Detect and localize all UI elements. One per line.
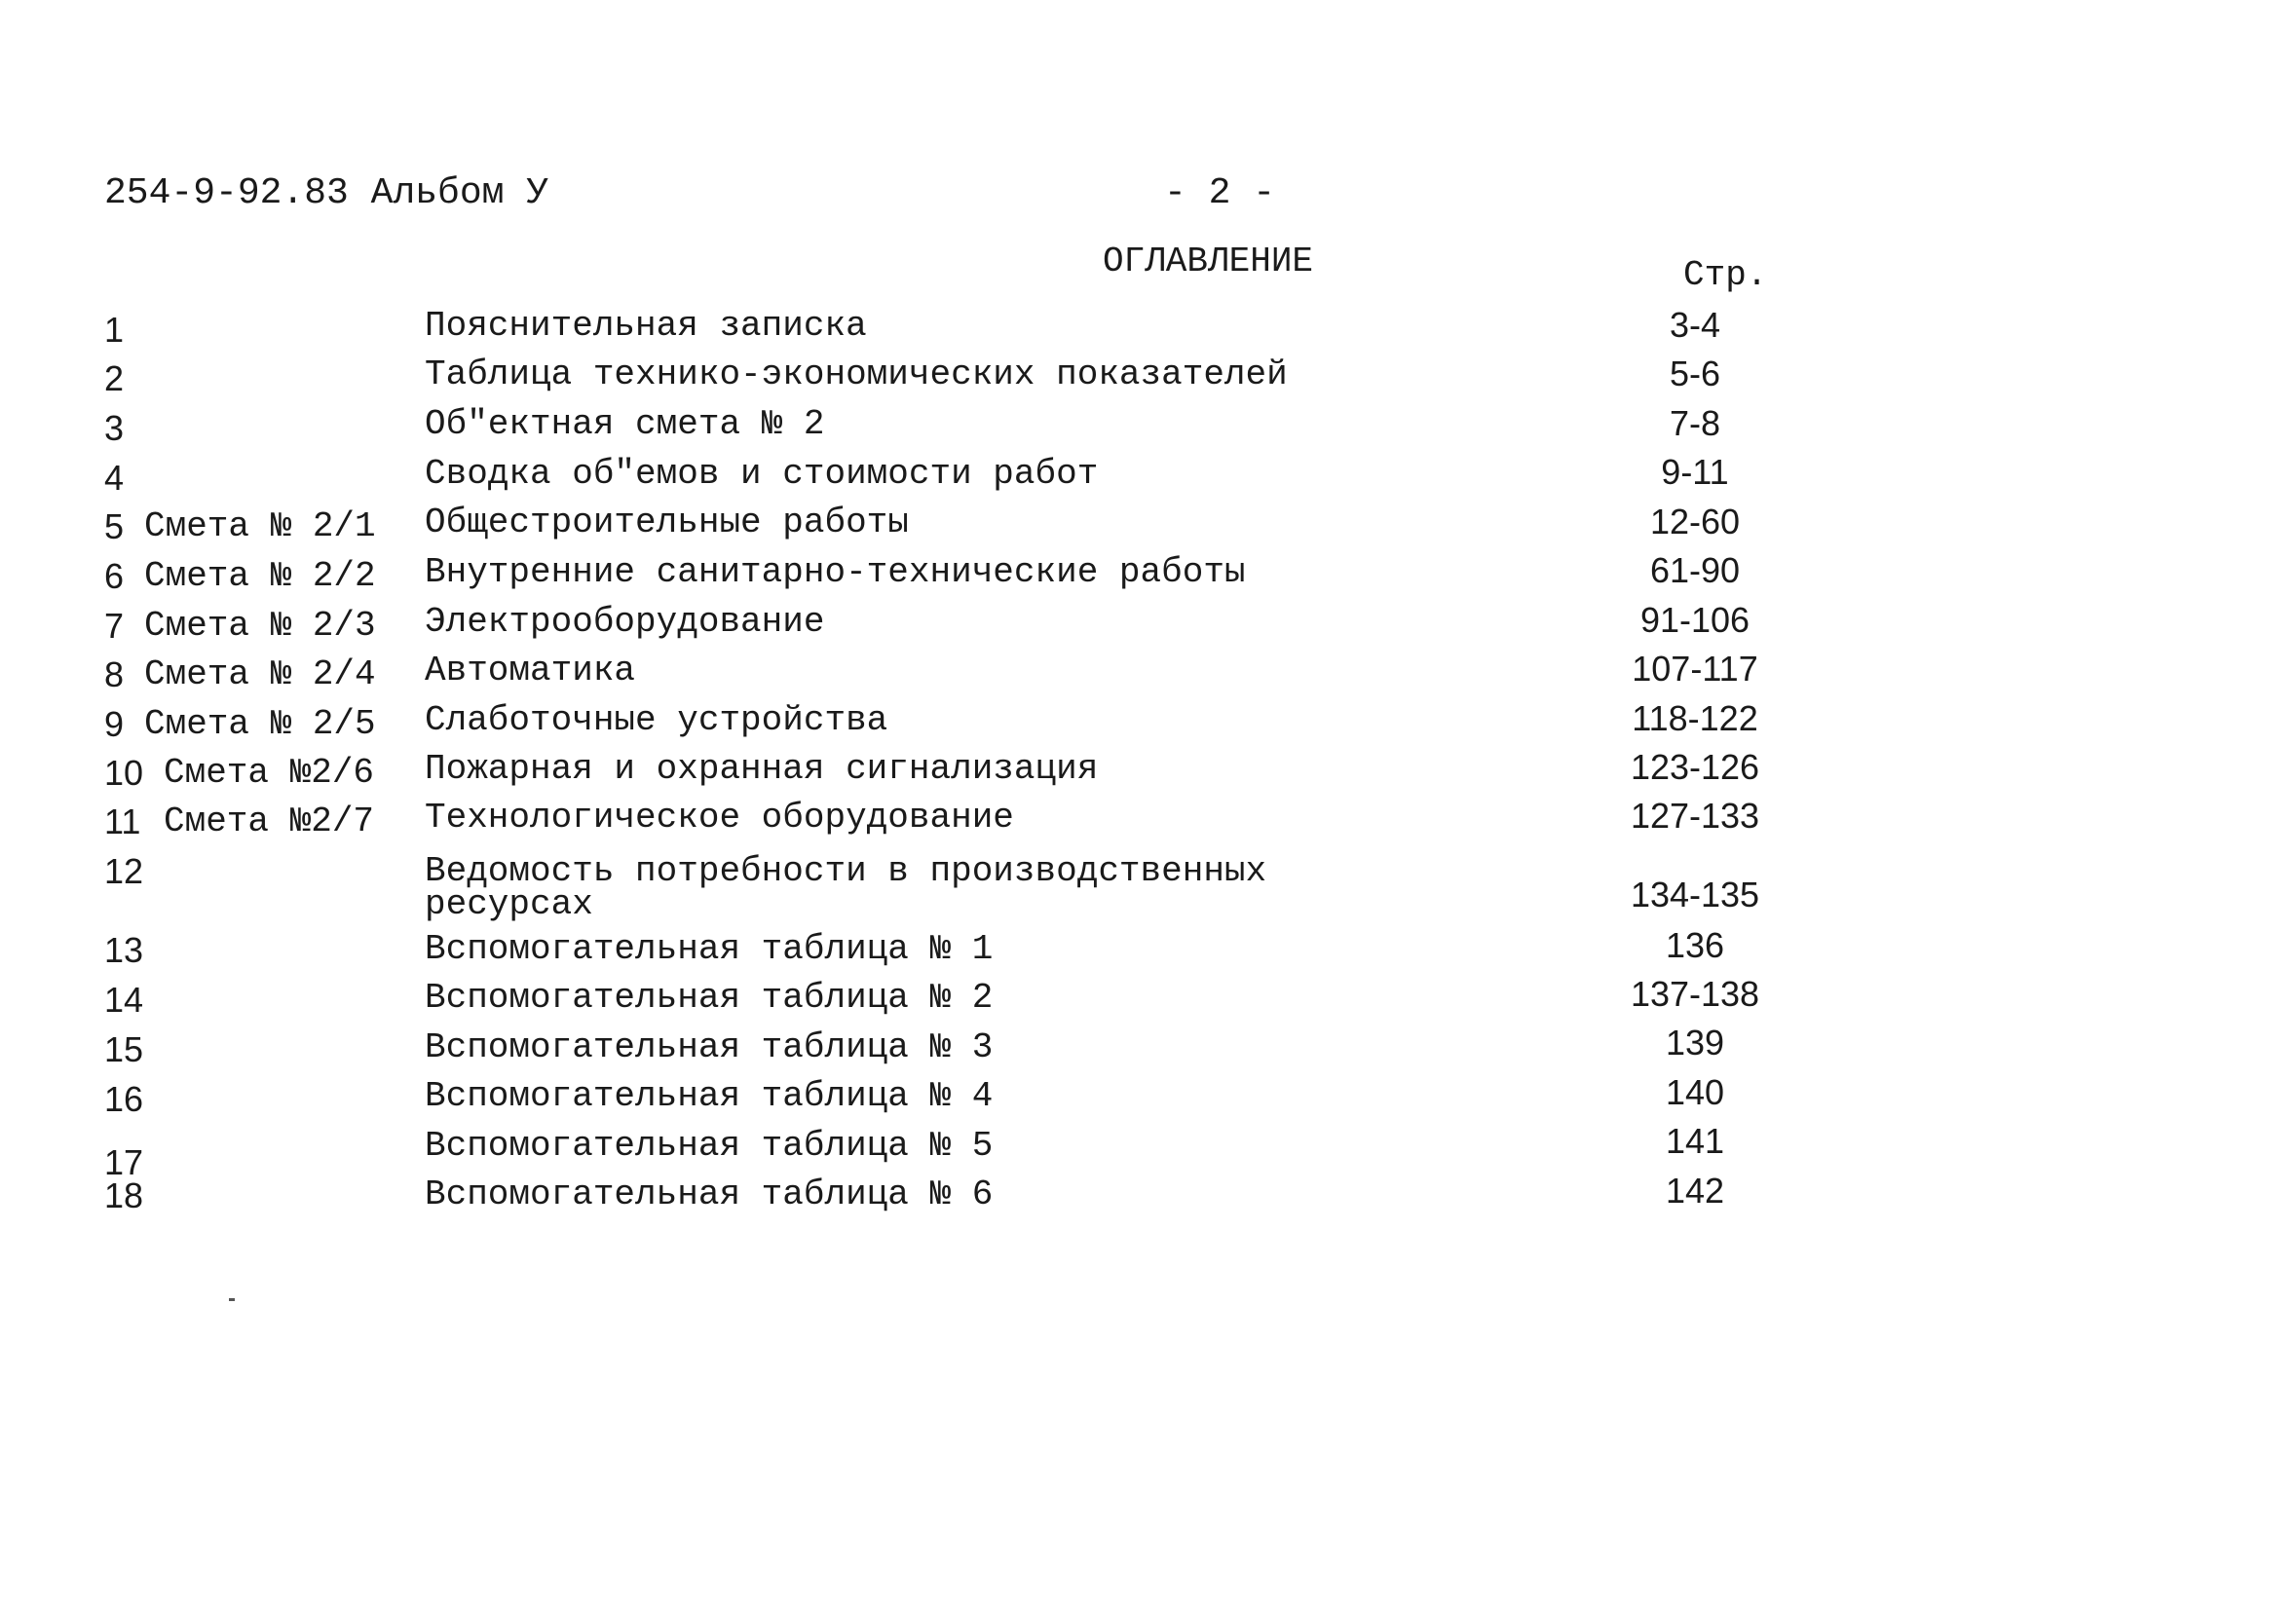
toc-item-number: 15 — [104, 1029, 144, 1069]
toc-item-pages: 127-133 — [1630, 796, 1760, 836]
toc-item-estimate: Смета № 2/3 — [144, 606, 376, 646]
toc-item-number: 9 — [104, 704, 125, 744]
toc-item-title: Технологическое оборудование — [425, 798, 1014, 838]
toc-item-pages: 61-90 — [1649, 550, 1741, 590]
toc-item-title: Пожарная и охранная сигнализация — [425, 749, 1099, 789]
toc-item-estimate: Смета № 2/4 — [144, 654, 376, 694]
document-code: 254-9-92.83 Альбом У — [104, 172, 549, 214]
toc-item-pages: 140 — [1665, 1072, 1725, 1112]
toc-item-title: Об"ектная смета № 2 — [425, 404, 825, 444]
toc-item-pages: 5-6 — [1669, 354, 1721, 393]
toc-item-number: 16 — [104, 1079, 144, 1119]
toc-item-title: Автоматика — [425, 651, 636, 690]
toc-item-estimate: Смета № 2/1 — [144, 506, 376, 546]
toc-item-title: Ведомость потребности в производственных — [425, 851, 1267, 891]
toc-item-number: 13 — [104, 930, 144, 970]
toc-item-number: 11 — [104, 802, 141, 841]
toc-item-pages: 123-126 — [1630, 747, 1760, 787]
toc-item-number: 5 — [104, 506, 125, 546]
toc-item-pages: 7-8 — [1669, 403, 1721, 443]
toc-item-title-continued: ресурсах — [425, 884, 593, 924]
toc-item-pages: 91-106 — [1639, 600, 1750, 640]
toc-item-pages: 134-135 — [1630, 875, 1760, 914]
toc-item-title: Вспомогательная таблица № 4 — [425, 1076, 994, 1116]
toc-item-number: 1 — [104, 310, 125, 350]
toc-item-estimate: Смета №2/7 — [164, 802, 375, 841]
toc-item-number: 14 — [104, 980, 144, 1020]
toc-item-pages: 12-60 — [1649, 502, 1741, 541]
scan-speck — [229, 1298, 235, 1301]
toc-item-number: 12 — [104, 851, 144, 891]
toc-item-title: Таблица технико-экономических показателей — [425, 354, 1288, 394]
toc-item-number: 8 — [104, 654, 125, 694]
toc-item-estimate: Смета № 2/5 — [144, 704, 376, 744]
toc-item-pages: 142 — [1665, 1171, 1725, 1211]
toc-heading: ОГЛАВЛЕНИЕ — [1103, 242, 1314, 281]
toc-item-number: 17 — [104, 1142, 144, 1182]
toc-item-pages: 9-11 — [1661, 452, 1729, 492]
toc-item-number: 3 — [104, 408, 125, 448]
toc-item-title: Вспомогательная таблица № 2 — [425, 978, 994, 1018]
toc-item-title: Внутренние санитарно-технические работы — [425, 552, 1246, 592]
page-column-label: Стр. — [1683, 255, 1768, 295]
toc-item-pages: 137-138 — [1630, 974, 1760, 1014]
toc-item-title: Вспомогательная таблица № 3 — [425, 1027, 994, 1067]
toc-item-title: Вспомогательная таблица № 6 — [425, 1174, 994, 1214]
toc-item-estimate: Смета № 2/2 — [144, 556, 376, 596]
toc-item-number: 10 — [104, 753, 144, 793]
toc-item-title: Сводка об"емов и стоимости работ — [425, 454, 1099, 494]
toc-item-number: 18 — [104, 1175, 144, 1215]
toc-item-pages: 136 — [1665, 925, 1725, 965]
toc-item-title: Слаботочные устройства — [425, 700, 888, 740]
toc-item-pages: 139 — [1665, 1023, 1725, 1062]
toc-item-pages: 118-122 — [1632, 698, 1758, 738]
toc-item-title: Вспомогательная таблица № 1 — [425, 929, 994, 969]
toc-item-estimate: Смета №2/6 — [164, 753, 375, 793]
toc-item-number: 6 — [104, 556, 125, 596]
toc-item-title: Электрооборудование — [425, 602, 825, 642]
toc-item-number: 4 — [104, 458, 125, 498]
toc-item-title: Пояснительная записка — [425, 306, 867, 346]
toc-item-pages: 141 — [1665, 1121, 1725, 1161]
toc-item-title: Общестроительные работы — [425, 503, 909, 542]
toc-item-number: 7 — [104, 606, 125, 646]
toc-item-number: 2 — [104, 358, 125, 398]
toc-item-pages: 3-4 — [1669, 305, 1721, 345]
toc-item-pages: 107-117 — [1632, 649, 1758, 689]
toc-item-title: Вспомогательная таблица № 5 — [425, 1126, 994, 1166]
page-number: - 2 - — [1164, 172, 1276, 214]
